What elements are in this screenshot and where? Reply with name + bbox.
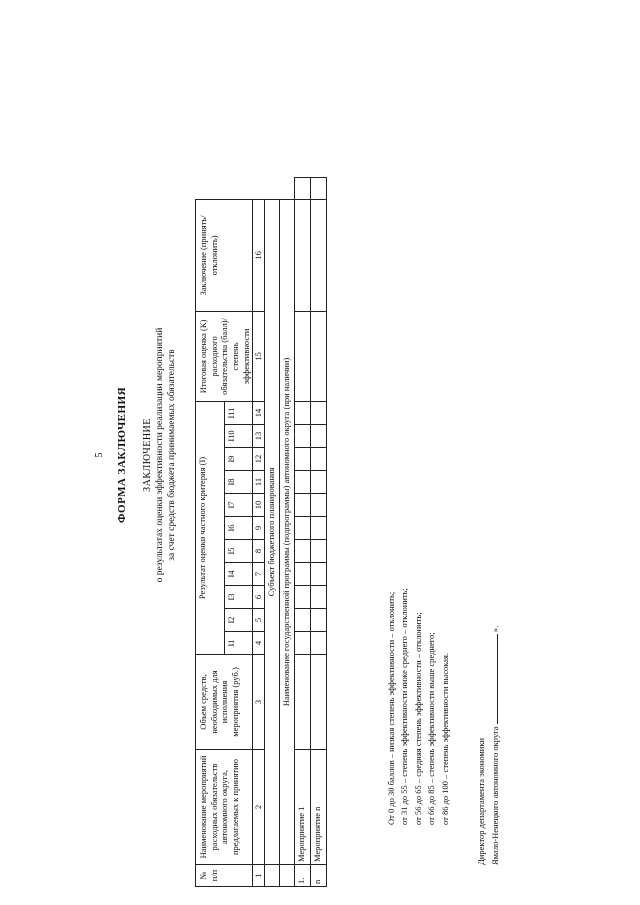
column-number: 9 bbox=[253, 517, 265, 540]
column-number: 10 bbox=[253, 494, 265, 517]
form-title: ФОРМА ЗАКЛЮЧЕНИЯ bbox=[116, 386, 128, 524]
column-number: 7 bbox=[253, 563, 265, 586]
evaluation-table bbox=[195, 177, 327, 887]
row-number: n bbox=[311, 865, 327, 887]
header-final-score: Итоговая оценка (К) расходного обязательства (балл)/степень эффективности bbox=[196, 311, 253, 401]
scale-line: от 56 до 65 – средняя степень эффективности – отклонить; bbox=[412, 612, 423, 825]
column-number: 6 bbox=[253, 586, 265, 609]
criterion-header: I1 bbox=[224, 632, 253, 655]
program-empty-cell bbox=[280, 865, 295, 887]
director-title: Директор департамента экономики bbox=[476, 737, 486, 865]
table-row bbox=[295, 178, 311, 887]
criterion-header: I8 bbox=[224, 471, 253, 494]
column-number: 11 bbox=[253, 471, 265, 494]
column-number: 14 bbox=[253, 401, 265, 424]
signature-suffix: ». bbox=[490, 625, 500, 633]
criterion-header: I6 bbox=[224, 517, 253, 540]
column-number: 1 bbox=[253, 865, 265, 887]
column-number: 8 bbox=[253, 540, 265, 563]
header-conclusion: Заключение (принять/ отклонить) bbox=[196, 199, 253, 311]
row-name: Мероприятие 1 bbox=[295, 750, 311, 865]
header-no: № п/п bbox=[196, 865, 253, 887]
column-numbers-row bbox=[253, 178, 265, 887]
criterion-header: I11 bbox=[224, 401, 253, 424]
column-number: 3 bbox=[253, 655, 265, 750]
criterion-header: I9 bbox=[224, 448, 253, 471]
column-number: 2 bbox=[253, 750, 265, 865]
row-name: Мероприятие n bbox=[311, 750, 327, 865]
column-number: 5 bbox=[253, 609, 265, 632]
column-number: 12 bbox=[253, 448, 265, 471]
criterion-header: I3 bbox=[224, 586, 253, 609]
header-name: Наименование мероприятий расходных обязательств автономного округа, предлагаемых к принятию bbox=[196, 750, 253, 865]
scale-line: от 86 до 100 – степень эффективности высокая. bbox=[439, 652, 450, 825]
criterion-header: I10 bbox=[224, 425, 253, 448]
rotated-sheet bbox=[90, 15, 550, 895]
signature-line bbox=[488, 634, 498, 724]
row-number: 1. bbox=[295, 865, 311, 887]
scale-line: от 66 до 85 – степень эффективности выше среднего; bbox=[426, 632, 437, 825]
page-number: 5 bbox=[94, 452, 105, 458]
criterion-header: I4 bbox=[224, 563, 253, 586]
criterion-header: I7 bbox=[224, 494, 253, 517]
criterion-header: I5 bbox=[224, 540, 253, 563]
subject-empty-cell bbox=[265, 865, 280, 887]
program-row: Наименование государственной программы (подпрограммы) автономного округа (при наличии) bbox=[280, 199, 295, 864]
header-result-group: Результат оценки частного критерия (I) bbox=[196, 401, 225, 654]
criterion-header: I2 bbox=[224, 609, 253, 632]
evaluation-scale bbox=[385, 588, 452, 825]
subtitle-line-1: о результатах оценки эффективности реализации мероприятий bbox=[155, 327, 165, 583]
column-number: 13 bbox=[253, 425, 265, 448]
column-number: 15 bbox=[253, 311, 265, 401]
table-row bbox=[311, 178, 327, 887]
director-region: Ямало-Ненецкого автономного округа ». bbox=[490, 625, 500, 865]
director-signature-block bbox=[475, 626, 502, 865]
subject-row: Субъект бюджетного планирования bbox=[265, 199, 280, 864]
scale-line: От 0 до 30 баллов – низкая степень эффективности – отклонить; bbox=[386, 591, 396, 825]
header-volume: Объем средств, необходимых для исполнения мероприятия (руб.) bbox=[196, 655, 253, 750]
scale-line: от 31 до 55 – степень эффективности ниже среднего – отклонить; bbox=[399, 588, 410, 825]
column-number: 4 bbox=[253, 632, 265, 655]
column-number: 16 bbox=[253, 199, 265, 311]
subtitle-line-2: за счет средств бюджета принимаемых обязательств bbox=[167, 349, 177, 561]
document-heading: ЗАКЛЮЧЕНИЕ bbox=[142, 418, 153, 492]
